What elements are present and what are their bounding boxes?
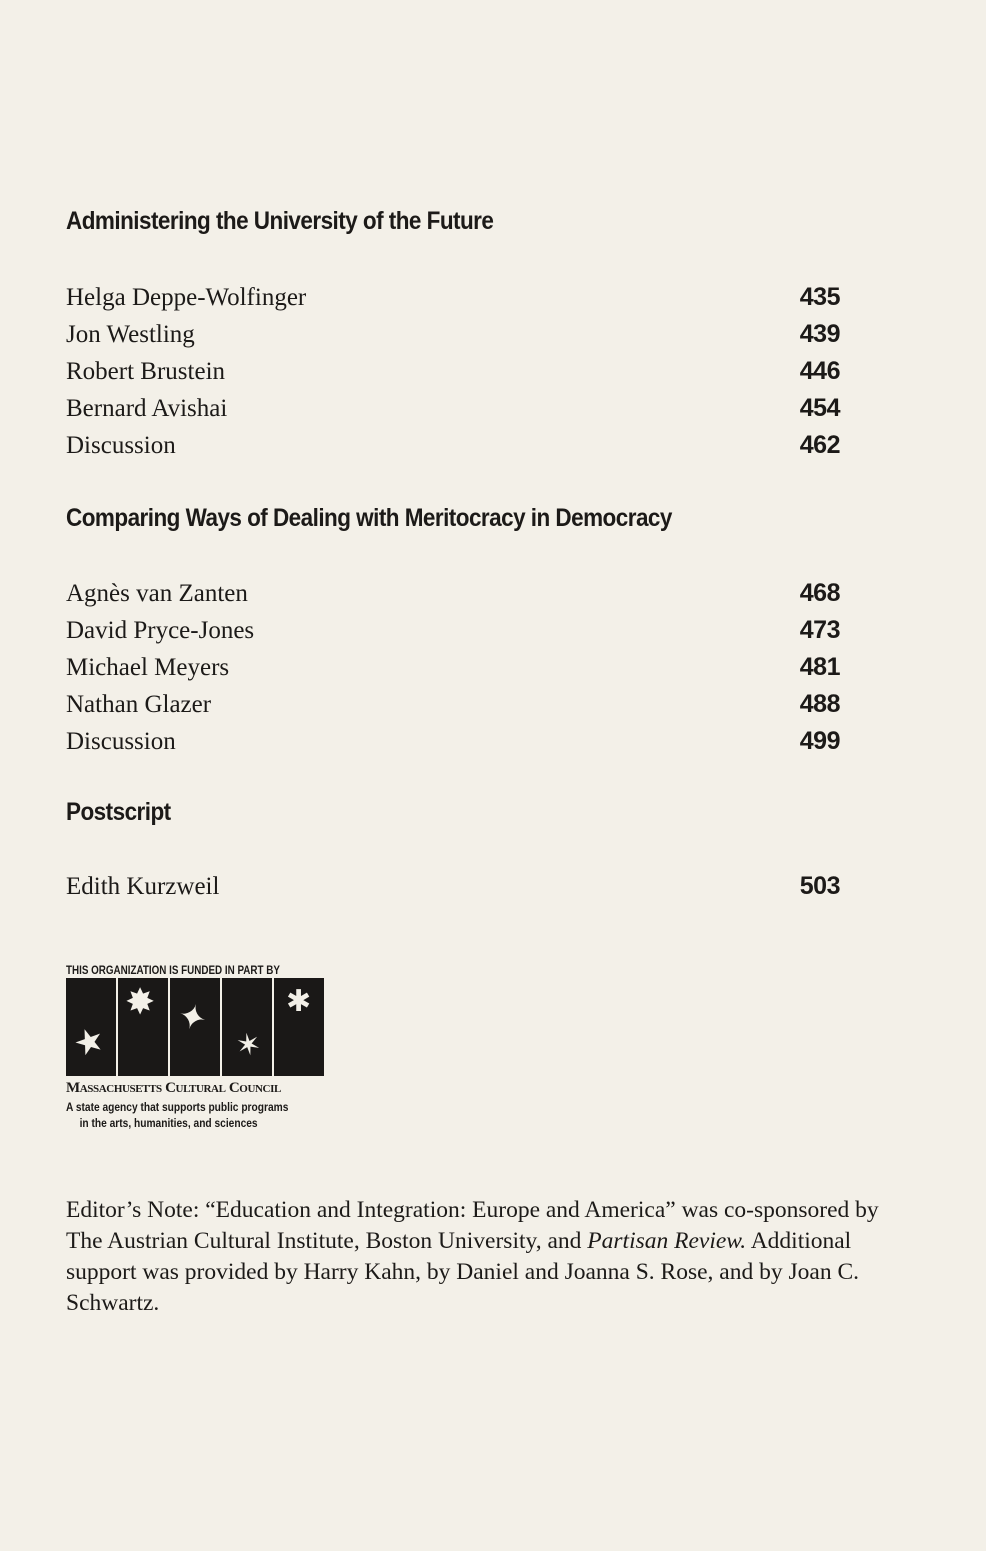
toc-entry: [66, 690, 840, 719]
toc-entry: [66, 727, 840, 756]
editors-note-part2: Additional support was provided by Harry Kahn, by Daniel and Joanna S. Rose, and by Joan C. Schwartz.: [66, 1228, 859, 1316]
page-number: 468: [799, 579, 840, 607]
author-name: David Pryce-Jones: [66, 617, 255, 644]
author-name: Jon Westling: [66, 321, 195, 348]
mcc-name: Massachusetts Cultural Council: [66, 1080, 281, 1096]
toc-entry: [66, 357, 840, 386]
logo-burst-icon: ✸: [118, 978, 168, 1076]
page-number: 439: [799, 320, 840, 348]
page-number: 499: [799, 727, 840, 755]
toc-entry: [66, 431, 840, 460]
author-name: Agnès van Zanten: [66, 580, 248, 607]
funded-by-header: THIS ORGANIZATION IS FUNDED IN PART BY: [66, 963, 280, 977]
author-name: Discussion: [66, 728, 176, 755]
page-number: 446: [799, 357, 840, 385]
author-name: Robert Brustein: [66, 358, 226, 385]
section-title-comparing: Comparing Ways of Dealing with Meritocracy in Democracy: [66, 504, 672, 532]
page-number: 462: [799, 431, 840, 459]
mcc-description: [66, 1099, 288, 1131]
page-number: 473: [799, 616, 840, 644]
editors-note-italic: Partisan Review.: [587, 1228, 747, 1254]
page-number: 481: [799, 653, 840, 681]
mcc-description-line2: in the arts, humanities, and sciences: [79, 1116, 258, 1130]
page-number: 488: [799, 690, 840, 718]
mcc-description-line1: A state agency that supports public programs: [66, 1100, 289, 1114]
toc-entry: [66, 320, 840, 349]
editors-note-part1: Editor’s Note: “Education and Integration: Europe and America” was co-sponsored by The Austrian Cultural Institute, Boston University, and: [66, 1197, 879, 1254]
logo-asterisk-icon: ✱: [274, 978, 324, 1076]
page-number: 435: [799, 283, 840, 311]
logo-figure-icon: ✶: [222, 978, 272, 1076]
toc-entry: [66, 653, 840, 682]
author-name: Discussion: [66, 432, 176, 459]
author-name: Bernard Avishai: [66, 395, 228, 422]
page-number: 503: [799, 872, 840, 900]
toc-entry: [66, 394, 840, 423]
author-name: Nathan Glazer: [66, 691, 212, 718]
logo-star-icon: ★: [66, 978, 116, 1076]
toc-entry: [66, 579, 840, 608]
page-number: 454: [799, 394, 840, 422]
logo-leaf-icon: ✦: [170, 978, 220, 1076]
author-name: Helga Deppe-Wolfinger: [66, 284, 307, 311]
editors-note: [66, 1195, 881, 1319]
section-title-administering: Administering the University of the Future: [66, 207, 494, 235]
author-name: Michael Meyers: [66, 654, 230, 681]
toc-entry: [66, 872, 840, 901]
author-name: Edith Kurzweil: [66, 873, 220, 900]
mcc-logo: [66, 978, 326, 1076]
toc-entry: [66, 283, 840, 312]
section-title-postscript: Postscript: [66, 798, 171, 826]
toc-entry: [66, 616, 840, 645]
